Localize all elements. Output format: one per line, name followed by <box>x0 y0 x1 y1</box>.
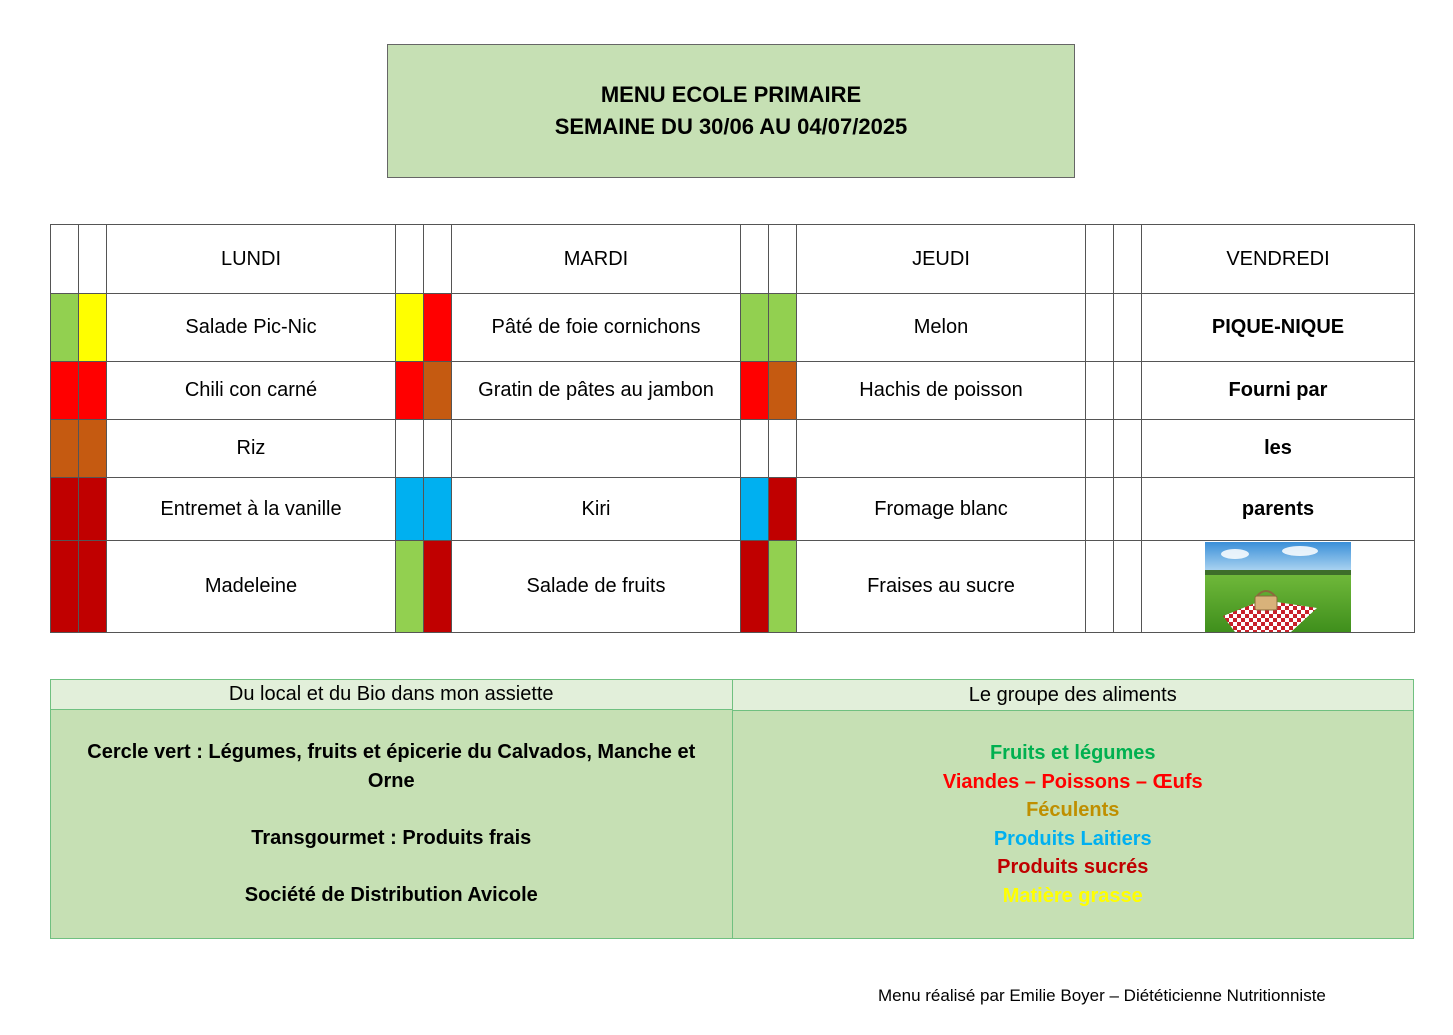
food-group-marker <box>396 362 424 420</box>
dish-cell: Fromage blanc <box>797 478 1086 541</box>
color-strip <box>1114 541 1142 633</box>
color-strip <box>1114 294 1142 362</box>
color-strip <box>1086 362 1114 420</box>
dish-cell: Chili con carné <box>107 362 396 420</box>
color-strip <box>1086 420 1114 478</box>
supplier-item: Cercle vert : Légumes, fruits et épicerie du Calvados, Manche et Orne <box>87 741 696 792</box>
food-group-marker <box>769 541 797 633</box>
food-group-marker <box>769 362 797 420</box>
dish-cell: Pâté de foie cornichons <box>452 294 741 362</box>
food-group-marker <box>741 362 769 420</box>
color-strip <box>1114 225 1142 294</box>
table-header-row <box>51 225 1415 294</box>
color-strip <box>1086 541 1114 633</box>
dish-cell: Madeleine <box>107 541 396 633</box>
color-strip <box>1114 362 1142 420</box>
color-strip <box>769 420 797 478</box>
dish-cell: Salade Pic-Nic <box>107 294 396 362</box>
table-row <box>51 541 1415 633</box>
day-header-vendredi: VENDREDI <box>1142 225 1415 294</box>
food-group-marker <box>396 541 424 633</box>
dish-cell: Fraises au sucre <box>797 541 1086 633</box>
food-groups-column <box>732 680 1414 938</box>
menu-title-box <box>387 44 1075 178</box>
color-strip <box>79 225 107 294</box>
food-group-marker <box>51 294 79 362</box>
supplier-item: Transgourmet : Produits frais <box>251 827 532 849</box>
color-strip <box>1086 478 1114 541</box>
color-strip <box>396 225 424 294</box>
dish-cell: Salade de fruits <box>452 541 741 633</box>
food-group-marker <box>424 294 452 362</box>
food-groups-body <box>733 711 1414 938</box>
dish-cell: Entremet à la vanille <box>107 478 396 541</box>
legend-box <box>50 679 1414 939</box>
local-bio-column <box>51 680 732 938</box>
picnic-image <box>1205 542 1351 632</box>
color-strip <box>424 225 452 294</box>
food-group-marker <box>51 478 79 541</box>
dish-cell <box>797 420 1086 478</box>
color-strip <box>51 225 79 294</box>
color-strip <box>1086 294 1114 362</box>
menu-week: SEMAINE DU 30/06 AU 04/07/2025 <box>554 114 908 139</box>
color-strip <box>1086 225 1114 294</box>
color-strip <box>769 225 797 294</box>
food-group-marker <box>741 541 769 633</box>
table-row <box>51 294 1415 362</box>
food-groups-header: Le groupe des aliments <box>733 680 1414 711</box>
dish-cell: Melon <box>797 294 1086 362</box>
dish-cell: Hachis de poisson <box>797 362 1086 420</box>
dish-cell <box>452 420 741 478</box>
food-group-label: Féculents <box>1026 799 1120 821</box>
food-group-marker <box>769 478 797 541</box>
table-row <box>51 420 1415 478</box>
color-strip <box>741 225 769 294</box>
weekly-menu-table <box>50 224 1415 633</box>
food-group-marker <box>396 478 424 541</box>
food-group-label: Viandes – Poissons – Œufs <box>942 770 1203 793</box>
color-strip <box>424 420 452 478</box>
food-group-marker <box>424 362 452 420</box>
friday-cell: parents <box>1142 478 1415 541</box>
color-strip <box>396 420 424 478</box>
food-group-marker <box>51 362 79 420</box>
author-footer: Menu réalisé par Emilie Boyer – Diététicienne Nutritionniste <box>878 986 1326 1005</box>
food-group-marker <box>741 478 769 541</box>
food-group-label: Produits Laitiers <box>993 827 1152 850</box>
color-strip <box>741 420 769 478</box>
friday-cell: Fourni par <box>1142 362 1415 420</box>
food-group-marker <box>51 420 79 478</box>
day-header-jeudi: JEUDI <box>797 225 1086 294</box>
food-group-marker <box>79 478 107 541</box>
dish-cell: Kiri <box>452 478 741 541</box>
color-strip <box>1114 420 1142 478</box>
food-group-marker <box>79 420 107 478</box>
dish-cell: Riz <box>107 420 396 478</box>
food-group-marker <box>741 294 769 362</box>
food-group-marker <box>424 541 452 633</box>
menu-title: MENU ECOLE PRIMAIRE <box>600 82 862 107</box>
table-row <box>51 362 1415 420</box>
food-group-marker <box>769 294 797 362</box>
food-group-marker <box>424 478 452 541</box>
local-bio-body <box>51 710 732 938</box>
day-header-lundi: LUNDI <box>107 225 396 294</box>
food-group-label: Produits sucrés <box>997 856 1149 878</box>
friday-image-cell <box>1142 541 1415 633</box>
food-group-marker <box>396 294 424 362</box>
food-group-marker <box>79 362 107 420</box>
dish-cell: Gratin de pâtes au jambon <box>452 362 741 420</box>
food-group-marker <box>79 294 107 362</box>
food-group-label: Matière grasse <box>1002 884 1143 907</box>
supplier-item: Société de Distribution Avicole <box>244 884 538 906</box>
color-strip <box>1114 478 1142 541</box>
food-group-label: Fruits et légumes <box>989 742 1156 764</box>
local-bio-header: Du local et du Bio dans mon assiette <box>51 680 732 710</box>
friday-cell: PIQUE-NIQUE <box>1142 294 1415 362</box>
table-row <box>51 478 1415 541</box>
friday-cell: les <box>1142 420 1415 478</box>
food-group-marker <box>51 541 79 633</box>
day-header-mardi: MARDI <box>452 225 741 294</box>
food-group-marker <box>79 541 107 633</box>
